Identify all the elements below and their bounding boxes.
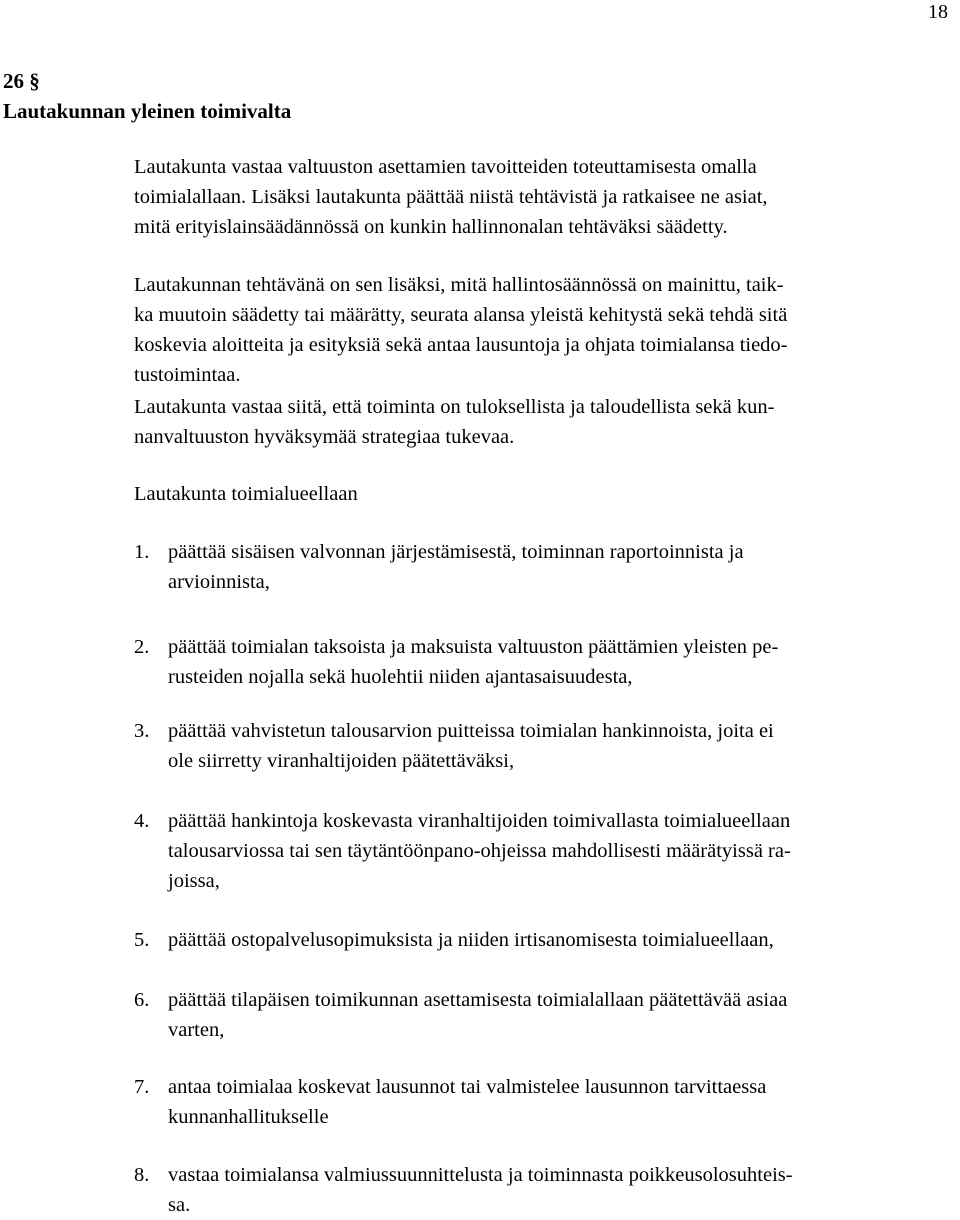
list-item-text: päättää hankintoja koskevasta viranhaltijoiden toimivallasta toimialueellaan talousarviossa tai sen täytäntöönpano-ohjeissa mahdollisesti määrätyissä ra- joissa, xyxy=(168,810,791,892)
section-title: Lautakunnan yleinen toimivalta xyxy=(3,99,292,123)
list-item-text: päättää vahvistetun talousarvion puitteissa toimialan hankinnoista, joita ei ole siirretty viranhaltijoiden päätettäväksi, xyxy=(168,720,774,772)
page-number: 18 xyxy=(928,1,948,23)
list-item-number: 4. xyxy=(134,810,150,832)
list-item-number: 2. xyxy=(134,636,150,658)
section-number: 26 § xyxy=(3,69,40,93)
list-item-text: antaa toimialaa koskevat lausunnot tai valmistelee lausunnon tarvittaessa kunnanhallitukselle xyxy=(168,1076,767,1128)
list-item-number: 8. xyxy=(134,1164,150,1186)
paragraph-2: Lautakunnan tehtävänä on sen lisäksi, mitä hallintosäännössä on mainittu, taik- ka muutoin säädetty tai määrätty, seurata alansa yleistä kehitystä sekä tehdä sitä koskevia aloitteita ja esityksiä sekä antaa lausuntoja ja ohjata toimialansa tiedo- tustoimintaa. xyxy=(134,274,788,386)
section-heading xyxy=(3,66,291,126)
paragraph-3: Lautakunta vastaa siitä, että toiminta on tuloksellista ja taloudellista sekä kun- nanvaltuuston hyväksymää strategiaa tukevaa. xyxy=(134,396,775,448)
list-item-number: 6. xyxy=(134,989,150,1011)
list-item-number: 5. xyxy=(134,929,150,951)
list-item-text: päättää toimialan taksoista ja maksuista valtuuston päättämien yleisten pe- rusteiden nojalla sekä huolehtii niiden ajantasaisuudesta, xyxy=(168,636,779,688)
list-intro: Lautakunta toimialueellaan xyxy=(134,483,358,505)
list-item-text: päättää tilapäisen toimikunnan asettamisesta toimialallaan päätettävää asiaa varten, xyxy=(168,989,788,1041)
list-item-text: vastaa toimialansa valmiussuunnittelusta ja toiminnasta poikkeusolosuhteis- sa. xyxy=(168,1164,793,1216)
paragraph-1: Lautakunta vastaa valtuuston asettamien tavoitteiden toteuttamisesta omalla toimialallaan. Lisäksi lautakunta päättää niistä tehtävistä ja ratkaisee ne asiat, mitä erityislainsäädännössä on kunkin hallinnonalan tehtäväksi säädetty. xyxy=(134,156,768,238)
list-item-number: 3. xyxy=(134,720,150,742)
list-item-number: 1. xyxy=(134,541,150,563)
list-item-number: 7. xyxy=(134,1076,150,1098)
list-item-text: päättää ostopalvelusopimuksista ja niiden irtisanomisesta toimialueellaan, xyxy=(168,929,774,951)
list-item-text: päättää sisäisen valvonnan järjestämisestä, toiminnan raportoinnista ja arvioinnista, xyxy=(168,541,744,593)
